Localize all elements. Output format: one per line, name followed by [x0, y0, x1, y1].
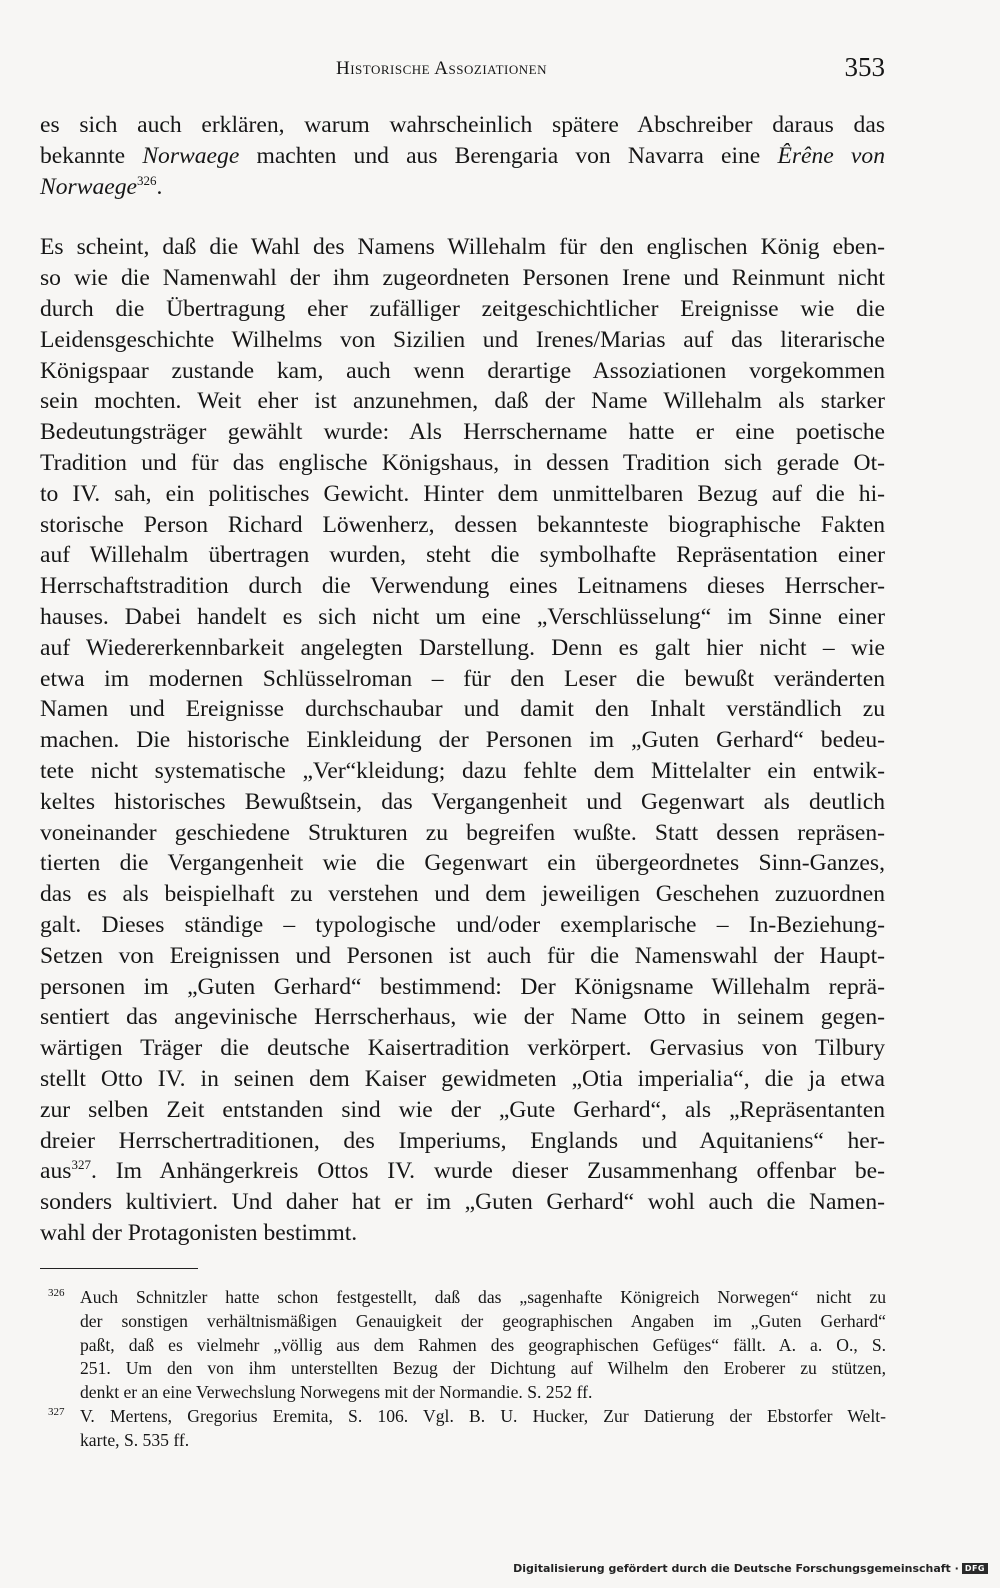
- text-line: to IV. sah, ein politisches Gewicht. Hinter dem unmittelbaren Bezug auf die hi-: [40, 480, 885, 507]
- footnotes: [48, 1286, 886, 1453]
- text-line: tete nicht systematische „Ver“kleidung; dazu fehlte dem Mittelalter ein entwik-: [40, 757, 885, 784]
- footnote-line: der sonstigen verhältnismäßigen Genauigkeit der geographischen Angaben im „Guten Gerhard“: [80, 1310, 886, 1331]
- text-line: wärtigen Träger die deutsche Kaisertradition verkörpert. Gervasius von Tilbury: [40, 1035, 885, 1062]
- page-header: [40, 52, 885, 86]
- text-line: Es scheint, daß die Wahl des Namens Willehalm für den englischen König eben-: [40, 234, 885, 261]
- footnote: [48, 1286, 886, 1405]
- text-line: das es als beispielhaft zu verstehen und dem jeweiligen Geschehen zuzuordnen: [40, 881, 885, 908]
- text-line: zur selben Zeit entstanden sind wie der „Gute Gerhard“, als „Repräsentanten: [40, 1096, 885, 1123]
- text-line: sein mochten. Weit eher ist anzunehmen, daß der Name Willehalm als starker: [40, 388, 885, 415]
- credit-text: Digitalisierung gefördert durch die Deutsche Forschungsgemeinschaft ·: [513, 1562, 959, 1575]
- text-run: .: [156, 173, 163, 200]
- footnote-number: 326: [48, 1287, 65, 1299]
- text-line: Setzen von Ereignissen und Personen ist auch für die Namenswahl der Haupt-: [40, 942, 885, 969]
- text-line: etwa im modernen Schlüsselroman – für den Leser die bewußt veränderten: [40, 665, 885, 692]
- italic-run: Norwaege: [142, 142, 240, 169]
- text-line: so wie die Namenwahl der ihm zugeordneten Personen Irene und Reinmunt nicht: [40, 265, 885, 292]
- text-line: Herrschaftstradition durch die Verwendung eines Leitnamens dieses Herrscher-: [40, 573, 885, 600]
- text-line: storische Person Richard Löwenherz, dessen bekannteste biographische Fakten: [40, 511, 885, 538]
- text-line: voneinander geschiedene Strukturen zu begreifen wußte. Statt dessen repräsen-: [40, 819, 885, 846]
- text-line: Tradition und für das englische Königshaus, in dessen Tradition sich gerade Ot-: [40, 449, 885, 476]
- footnote-line: karte, S. 535 ff.: [80, 1429, 190, 1450]
- text-line: sentiert das angevinische Herrscherhaus, wie der Name Otto in seinem gegen-: [40, 1004, 885, 1031]
- text-line: hauses. Dabei handelt es sich nicht um eine „Verschlüsselung“ im Sinne einer: [40, 603, 885, 630]
- text-line: keltes historisches Bewußtsein, das Vergangenheit und Gegenwart als deutlich: [40, 788, 885, 815]
- paragraph-2: [40, 232, 885, 1156]
- footnote-number: 327: [48, 1405, 65, 1418]
- text-line: personen im „Guten Gerhard“ bestimmend: Der Königsname Willehalm reprä-: [40, 973, 885, 1000]
- running-head: Historische Assoziationen: [336, 58, 547, 79]
- footnote-line: 251. Um den von ihm unterstellten Bezug der Dichtung auf Wilhelm den Eroberer zu stützen,: [80, 1358, 886, 1379]
- text-line: auf Willehalm übertragen wurden, steht die symbolhafte Repräsentation einer: [40, 542, 885, 569]
- text-line: tierten die Vergangenheit wie die Gegenwart ein übergeordnetes Sinn-Ganzes,: [40, 850, 885, 877]
- text-line: Königspaar zustande kam, auch wenn derartige Assoziationen vorgekommen: [40, 357, 885, 384]
- footnote-ref: 326: [137, 172, 157, 188]
- footnote: [48, 1405, 886, 1453]
- italic-run: Norwaege: [40, 173, 137, 200]
- footnote-line: denkt er an eine Verwechslung Norwegens mit der Normandie. S. 252 ff.: [80, 1382, 593, 1403]
- footnote-ref: 327: [71, 1157, 91, 1173]
- text-line: dreier Herrschertraditionen, des Imperiums, Englands und Aquitaniens“ her-: [40, 1127, 885, 1154]
- footnote-line: Auch Schnitzler hatte schon festgestellt, daß das „sagenhafte Königreich Norwegen“ nicht zu: [80, 1287, 886, 1307]
- text-line: wahl der Protagonisten bestimmt.: [40, 1219, 358, 1246]
- main-text: [40, 110, 885, 1249]
- text-line: sonders kultiviert. Und daher hat er im „Guten Gerhard“ wohl auch die Namen-: [40, 1189, 885, 1216]
- text-run: . Im Anhängerkreis Ottos IV. wurde dieser Zusammenhang offenbar be-: [90, 1158, 885, 1185]
- page-number: 353: [844, 52, 885, 82]
- footnote-line: V. Mertens, Gregorius Eremita, S. 106. Vgl. B. U. Hucker, Zur Datierung der Ebstorfer Welt-: [80, 1405, 886, 1426]
- text-line: [40, 172, 885, 203]
- text-run: bekannte: [40, 142, 143, 169]
- text-line: stellt Otto IV. in seinen dem Kaiser gewidmeten „Otia imperialia“, die ja etwa: [40, 1065, 885, 1092]
- footnote-rule: [40, 1268, 198, 1269]
- text-line: es sich auch erklären, warum wahrscheinlich spätere Abschreiber daraus das: [40, 112, 885, 138]
- text-line: galt. Dieses ständige – typologische und/oder exemplarische – In-Beziehung-: [40, 911, 885, 938]
- text-line: Bedeutungsträger gewählt wurde: Als Herrschername hatte er eine poetische: [40, 419, 885, 446]
- dfg-logo: DFG: [962, 1563, 988, 1574]
- text-run: machten und aus Berengaria von Navarra eine: [239, 142, 778, 169]
- italic-run: Êrêne von: [777, 142, 885, 169]
- text-line: [40, 1156, 885, 1187]
- text-run: aus: [40, 1158, 72, 1185]
- text-line: [40, 141, 885, 172]
- text-line: machen. Die historische Einkleidung der Personen im „Guten Gerhard“ bedeu-: [40, 727, 885, 754]
- text-line: Namen und Ereignisse durchschaubar und damit den Inhalt verständlich zu: [40, 696, 885, 723]
- text-line: auf Wiedererkennbarkeit angelegten Darstellung. Denn es galt hier nicht – wie: [40, 634, 885, 661]
- paragraph-gap: [40, 202, 885, 232]
- text-line: Leidensgeschichte Wilhelms von Sizilien und Irenes/Marias auf das literarische: [40, 326, 885, 353]
- digitization-credit: [513, 1562, 988, 1575]
- text-line: durch die Übertragung eher zufälliger zeitgeschichtlicher Ereignisse wie die: [40, 295, 885, 322]
- footnote-line: paßt, daß es vielmehr „völlig aus dem Rahmen des geographischen Gefüges“ fällt. A. a. O., S.: [80, 1334, 886, 1355]
